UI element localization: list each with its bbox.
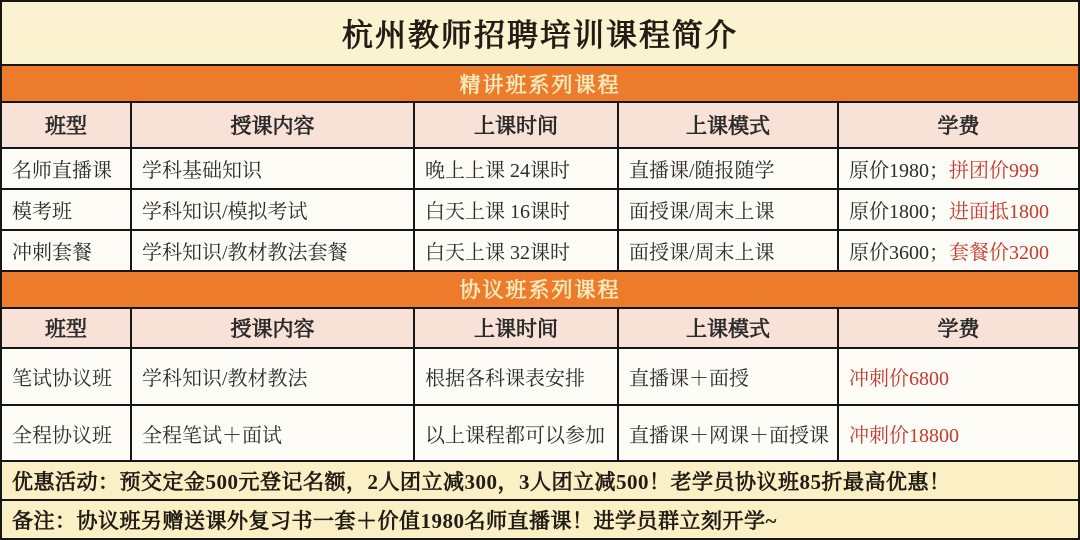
cell-fee bbox=[839, 149, 1078, 188]
cell-class-type: 笔试协议班 bbox=[2, 349, 132, 404]
cell-class-type: 名师直播课 bbox=[2, 149, 132, 188]
section-band-xieyi bbox=[2, 270, 1078, 310]
table-row bbox=[2, 229, 1078, 270]
cell-content: 全程笔试＋面试 bbox=[132, 406, 415, 461]
cell-time: 根据各科课表安排 bbox=[415, 349, 619, 404]
header-row bbox=[2, 103, 1078, 147]
cell-mode: 面授课/周末上课 bbox=[619, 190, 839, 229]
table-row bbox=[2, 404, 1078, 461]
column-header-fee: 学费 bbox=[937, 317, 980, 342]
cell-class-type: 冲刺套餐 bbox=[2, 231, 132, 270]
cell-mode: 面授课/周末上课 bbox=[619, 231, 839, 270]
cell-time: 以上课程都可以参加 bbox=[415, 406, 619, 461]
section-band-label: 精讲班系列课程 bbox=[459, 72, 621, 97]
column-header-mode: 上课模式 bbox=[619, 103, 839, 147]
column-header-content: 授课内容 bbox=[132, 103, 415, 147]
table-row bbox=[2, 347, 1078, 404]
section-band-jingjiang bbox=[2, 64, 1078, 104]
cell-content: 学科知识/教材教法套餐 bbox=[132, 231, 415, 270]
cell-class-type: 全程协议班 bbox=[2, 406, 132, 461]
fee-original: 原价3600； bbox=[849, 241, 949, 264]
column-header-mode: 上课模式 bbox=[619, 309, 839, 347]
cell-fee bbox=[839, 406, 1078, 461]
table-row bbox=[2, 188, 1078, 229]
remark-note-text: 备注：协议班另赠送课外复习书一套＋价值1980名师直播课！进学员群立刻开学~ bbox=[12, 508, 777, 533]
fee-promo: 冲刺价18800 bbox=[849, 424, 959, 447]
fee-promo: 拼团价999 bbox=[949, 160, 1039, 183]
cell-fee bbox=[839, 349, 1078, 404]
cell-content: 学科知识/教材教法 bbox=[132, 349, 415, 404]
column-header-fee: 学费 bbox=[937, 114, 980, 139]
column-header-time: 上课时间 bbox=[415, 103, 619, 147]
section-band-label: 协议班系列课程 bbox=[459, 278, 621, 303]
cell-fee bbox=[839, 231, 1078, 270]
fee-promo: 进面抵1800 bbox=[949, 200, 1049, 223]
cell-time: 晚上上课 24课时 bbox=[415, 149, 619, 188]
cell-content: 学科知识/模拟考试 bbox=[132, 190, 415, 229]
promo-note bbox=[2, 460, 1078, 499]
fee-promo: 冲刺价6800 bbox=[849, 367, 949, 390]
title-bar bbox=[2, 2, 1078, 64]
remark-note bbox=[2, 499, 1078, 538]
cell-time: 白天上课 16课时 bbox=[415, 190, 619, 229]
fee-original: 原价1980； bbox=[849, 160, 949, 183]
header-row bbox=[2, 309, 1078, 347]
column-header-content: 授课内容 bbox=[132, 309, 415, 347]
cell-class-type: 模考班 bbox=[2, 190, 132, 229]
cell-fee bbox=[839, 190, 1078, 229]
page-title: 杭州教师招聘培训课程简介 bbox=[342, 18, 738, 54]
column-header-class-type: 班型 bbox=[2, 103, 132, 147]
column-header-time: 上课时间 bbox=[415, 309, 619, 347]
cell-mode: 直播课＋面授 bbox=[619, 349, 839, 404]
cell-mode: 直播课/随报随学 bbox=[619, 149, 839, 188]
cell-time: 白天上课 32课时 bbox=[415, 231, 619, 270]
fee-original: 原价1800； bbox=[849, 200, 949, 223]
promo-note-text: 优惠活动：预交定金500元登记名额，2人团立减300，3人团立减500！老学员协议班85折最高优惠！ bbox=[12, 469, 951, 494]
column-header-class-type: 班型 bbox=[2, 309, 132, 347]
cell-content: 学科基础知识 bbox=[132, 149, 415, 188]
table-row bbox=[2, 147, 1078, 188]
fee-promo: 套餐价3200 bbox=[949, 241, 1049, 264]
cell-mode: 直播课＋网课＋面授课 bbox=[619, 406, 839, 461]
